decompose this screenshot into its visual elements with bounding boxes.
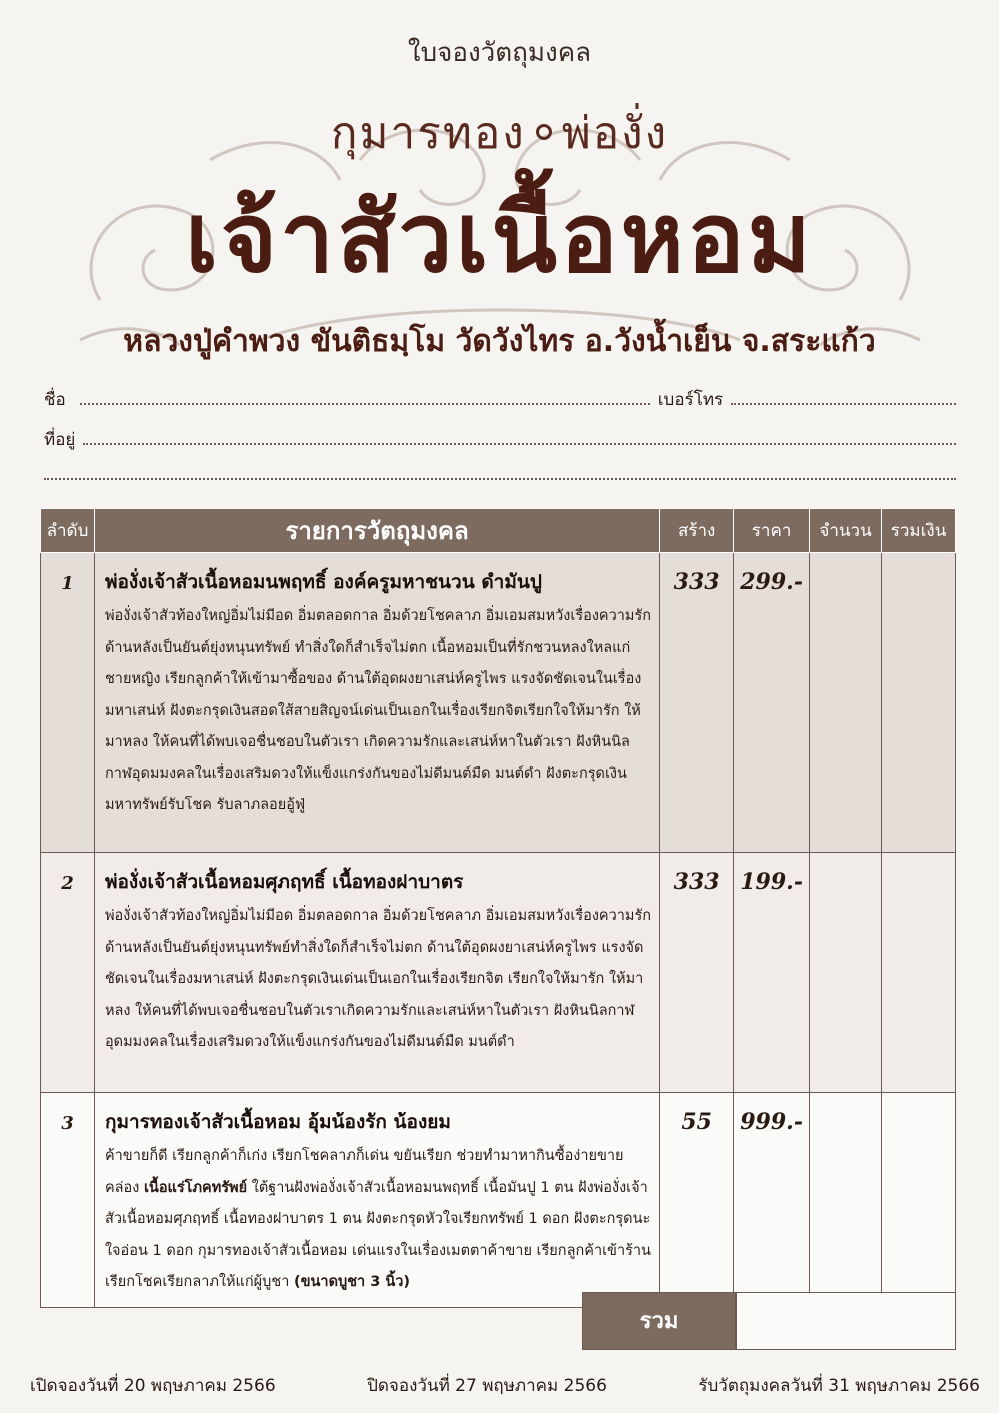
table-header-row <box>41 509 956 553</box>
header-quantity: จำนวน <box>810 509 882 553</box>
address-field-2[interactable] <box>44 466 956 480</box>
item-price: 999.- <box>734 1093 810 1308</box>
made-count: 333 <box>660 553 734 853</box>
temple-line: หลวงปู่คำพวง ขันติธมฺโม วัดวังไทร อ.วังน้ำเย็น จ.สระแก้ว <box>123 324 876 359</box>
form-title: ใบจองวัตถุมงคล <box>407 38 592 68</box>
phone-field[interactable] <box>731 391 956 405</box>
order-table <box>40 508 956 1308</box>
sub-title <box>0 98 999 168</box>
name-field[interactable] <box>80 391 650 405</box>
dot-separator-icon <box>536 124 552 140</box>
name-label: ชื่อ <box>44 390 66 410</box>
item-cell <box>94 553 659 853</box>
total-cell[interactable] <box>882 553 956 853</box>
made-count: 55 <box>660 1093 734 1308</box>
item-cell <box>94 853 659 1093</box>
grand-total-label: รวม <box>582 1292 736 1350</box>
address-label: ที่อยู่ <box>44 430 76 450</box>
header-total: รวมเงิน <box>882 509 956 553</box>
footer-dates <box>30 1372 980 1399</box>
item-name: พ่องั่งเจ้าสัวเนื้อหอมนพฤทธิ์ องค์ครูมหาชนวน ดำมันปู <box>104 571 542 593</box>
item-price: 299.- <box>734 553 810 853</box>
item-name: กุมารทองเจ้าสัวเนื้อหอม อุ้มน้องรัก น้องยม <box>104 1111 451 1133</box>
made-count: 333 <box>660 853 734 1093</box>
quantity-cell[interactable] <box>810 553 882 853</box>
item-description: พ่องั่งเจ้าสัวท้องใหญ่อิ่มไม่มีอด อิ่มตลอดกาล อิ่มด้วยโชคลาภ อิ่มเอมสมหวังเรื่องความรัก ด้านหลังเป็นยันต์ยุ่งหนุนทรัพย์ ทำสิ่งใดก็สำเร็จไม่ตก เนื้อหอมเป็นที่รักชวนหลงใหลแก่ชายหญิง เรียกลูกค้าให้เข้ามาซื้อของ ด้านใต้อุดผงยาเสน่ห์ครูไพร แรงจัดชัดเจนในเรื่องมหาเสน่ห์ ฝังตะกรุดเงินสอดใส้สายสิญจน์เด่นเป็นเอกในเรื่องเรียกจิตเรียกใจให้มารัก ให้มาหลง ให้คนที่ได้พบเจอชื่นชอบในตัวเรา เกิดความรักและเสน่ห์หาในตัวเรา ฝังหินนิลกาฬอุดมมงคลในเรื่องเสริมดวงให้แข็งแกร่งกันของไม่ดีมนต์มืด มนต์ดำ ฝังตะกรุดเงินมหาทรัพย์รับโชค รับลาภลอยอู้ฟู่ <box>104 608 652 813</box>
item-size-note: (ขนาดบูชา 3 นิ้ว) <box>293 1274 411 1290</box>
close-date: ปิดจองวันที่ 27 พฤษภาคม 2566 <box>367 1376 607 1396</box>
row-number: 2 <box>41 853 95 1093</box>
total-cell[interactable] <box>882 853 956 1093</box>
item-desc-part-b: ใต้ฐานฝังพ่องั่งเจ้าสัวเนื้อหอมนพฤทธิ์ เนื้อมันปู 1 ตน ฝังพ่องั่งเจ้าสัวเนื้อหอมศุภฤทธิ์ เนื้อทองฝาบาตร 1 ตน ฝังตะกรุดหัวใจเรียกทรัพย์ 1 ดอก ฝังตะกรุดนะใจอ่อน 1 ดอก กุมารทองเจ้าสัวเนื้อหอม เด่นแรงในเรื่องเมตตาค้าขาย เรียกลูกค้าเข้าร้าน เรียกโชคเรียกลาภให้แก่ผู้บูชา <box>104 1179 651 1290</box>
phone-label: เบอร์โทร <box>657 390 724 410</box>
address-row-2 <box>44 466 956 480</box>
main-title: เจ้าสัวเนื้อหอม <box>185 182 814 294</box>
table-row <box>41 853 956 1093</box>
name-phone-row <box>44 386 956 413</box>
item-description: พ่องั่งเจ้าสัวท้องใหญ่อิ่มไม่มีอด อิ่มตลอดกาล อิ่มด้วยโชคลาภ อิ่มเอมสมหวังเรื่องความรัก ด้านหลังเป็นยันต์ยุ่งหนุนทรัพย์ทำสิ่งใดก็สำเร็จไม่ตก ด้านใต้อุดผงยาเสน่ห์ครูไพร แรงจัดชัดเจนในเรื่องมหาเสน่ห์ ฝังตะกรุดเงินเด่นเป็นเอกในเรื่องเรียกจิต เรียกใจให้มารัก ให้มาหลง ให้คนที่ได้พบเจอชื่นชอบในตัวเราเกิดความรักและเสน่ห์หาในตัวเรา ฝังหินนิลกาฬอุดมมงคลในเรื่องเสริมดวงให้แข็งแกร่งกันของไม่ดีมนต์มืด มนต์ดำ <box>104 908 652 1050</box>
item-cell <box>94 1093 659 1308</box>
grand-total-field[interactable] <box>736 1292 956 1350</box>
header-items: รายการวัตถุมงคล <box>94 509 659 553</box>
item-desc-part-a: ค้าขายก็ดี เรียกลูกค้าก็เก่ง เรียกโชคลาภก็เด่น ขยันเรียก ช่วยทำมาหากินซื้อง่ายขายคล่อง <box>104 1148 624 1196</box>
item-price: 199.- <box>734 853 810 1093</box>
table-row <box>41 1093 956 1308</box>
row-number: 1 <box>41 553 95 853</box>
header-order: ลำดับ <box>41 509 95 553</box>
item-name: พ่องั่งเจ้าสัวเนื้อหอมศุภฤทธิ์ เนื้อทองฝาบาตร <box>104 871 464 893</box>
open-date: เปิดจองวันที่ 20 พฤษภาคม 2566 <box>30 1376 276 1396</box>
address-row <box>44 426 956 453</box>
header-price: ราคา <box>734 509 810 553</box>
item-desc-bold: เนื้อแร่โภคทรัพย์ <box>143 1179 248 1196</box>
header-made: สร้าง <box>660 509 734 553</box>
row-number: 3 <box>41 1093 95 1308</box>
table-row <box>41 553 956 853</box>
quantity-cell[interactable] <box>810 853 882 1093</box>
address-field[interactable] <box>83 431 956 445</box>
total-cell[interactable] <box>882 1093 956 1308</box>
sub-title-left: กุมารทอง <box>330 108 526 159</box>
sub-title-right: พ่องั่ง <box>561 108 669 159</box>
item-description <box>105 1141 651 1299</box>
receive-date: รับวัตถุมงคลวันที่ 31 พฤษภาคม 2566 <box>698 1376 980 1396</box>
quantity-cell[interactable] <box>810 1093 882 1308</box>
